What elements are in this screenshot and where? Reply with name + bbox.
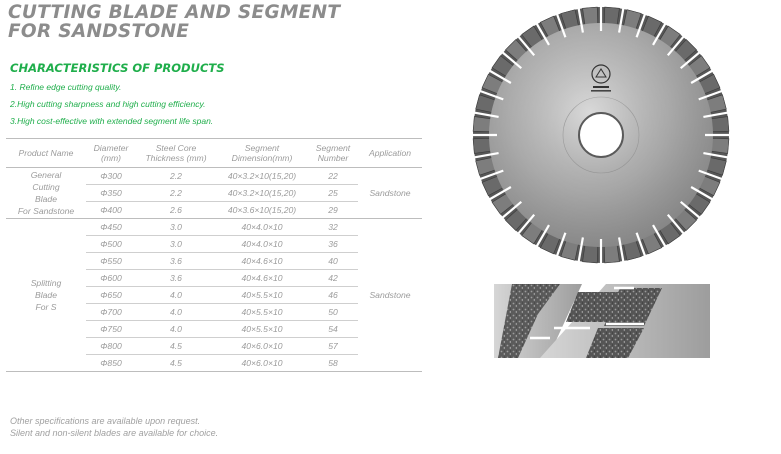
characteristic-item: 2.High cutting sharpness and high cutting efficiency.: [10, 99, 206, 109]
table-header-row: [6, 139, 422, 168]
segment-number-cell: 50: [308, 304, 358, 321]
saw-blade-image: [470, 4, 732, 266]
dimension-cell: 40×4.6×10: [216, 253, 308, 270]
segment-number-cell: 42: [308, 270, 358, 287]
segment-number-cell: 58: [308, 355, 358, 372]
diameter-cell: Φ750: [86, 321, 136, 338]
footnote: Other specifications are available upon request.: [10, 416, 201, 426]
thickness-cell: 3.0: [136, 236, 216, 253]
characteristic-item: 1. Refine edge cutting quality.: [10, 82, 122, 92]
dimension-cell: 40×3.6×10(15,20): [216, 202, 308, 219]
diameter-cell: Φ500: [86, 236, 136, 253]
blade-segment: [711, 117, 729, 132]
application-cell: Sandstone: [358, 219, 422, 372]
specifications-table: [6, 138, 422, 372]
header-application: Application: [358, 139, 422, 168]
dimension-cell: 40×3.2×10(15,20): [216, 185, 308, 202]
dimension-cell: 40×6.0×10: [216, 338, 308, 355]
blade-segment: [583, 7, 598, 25]
table-body: [6, 168, 422, 372]
diameter-cell: Φ650: [86, 287, 136, 304]
blade-segment: [604, 245, 619, 263]
header-product-name: Product Name: [6, 139, 86, 168]
characteristics-list: [10, 81, 213, 132]
diameter-cell: Φ300: [86, 168, 136, 185]
thickness-cell: 2.2: [136, 185, 216, 202]
dimension-cell: 40×5.5×10: [216, 304, 308, 321]
diameter-cell: Φ350: [86, 185, 136, 202]
characteristic-item: 3.High cost-effective with extended segment life span.: [10, 116, 214, 126]
characteristics-heading: CHARACTERISTICS OF PRODUCTS: [10, 61, 225, 75]
segment-number-cell: 54: [308, 321, 358, 338]
thickness-cell: 3.0: [136, 219, 216, 236]
application-cell: Sandstone: [358, 168, 422, 219]
segment-number-cell: 46: [308, 287, 358, 304]
dimension-cell: 40×6.0×10: [216, 355, 308, 372]
thickness-cell: 2.6: [136, 202, 216, 219]
thickness-cell: 4.0: [136, 321, 216, 338]
table-row: [6, 168, 422, 185]
table-row: [6, 219, 422, 236]
blade-segment: [711, 138, 729, 153]
thickness-cell: 4.5: [136, 338, 216, 355]
diameter-cell: Φ850: [86, 355, 136, 372]
blade-segment: [473, 138, 491, 153]
diameter-cell: Φ400: [86, 202, 136, 219]
header-diameter: Diameter (mm): [86, 139, 136, 168]
footnotes: [10, 415, 218, 439]
segment-number-cell: 32: [308, 219, 358, 236]
segment-number-cell: 57: [308, 338, 358, 355]
header-segment-dimension: Segment Dimension(mm): [216, 139, 308, 168]
dimension-cell: 40×4.0×10: [216, 219, 308, 236]
dimension-cell: 40×4.6×10: [216, 270, 308, 287]
dimension-cell: 40×4.0×10: [216, 236, 308, 253]
product-name-cell: General Cutting Blade For Sandstone: [6, 168, 86, 219]
header-steel-core: Steel Core Thickness (mm): [136, 139, 216, 168]
blade-segment: [473, 117, 491, 132]
thickness-cell: 2.2: [136, 168, 216, 185]
segment-number-cell: 25: [308, 185, 358, 202]
diameter-cell: Φ450: [86, 219, 136, 236]
footnote: Silent and non-silent blades are available for choice.: [10, 428, 219, 438]
segment-number-cell: 29: [308, 202, 358, 219]
thickness-cell: 3.6: [136, 270, 216, 287]
diameter-cell: Φ550: [86, 253, 136, 270]
diameter-cell: Φ600: [86, 270, 136, 287]
segment-closeup-image: [494, 284, 710, 358]
product-name-cell: Splitting Blade For S: [6, 219, 86, 372]
diameter-cell: Φ700: [86, 304, 136, 321]
thickness-cell: 3.6: [136, 253, 216, 270]
title-line-2: FOR SANDSTONE: [8, 21, 190, 42]
thickness-cell: 4.0: [136, 304, 216, 321]
title-line-1: CUTTING BLADE AND SEGMENT: [8, 2, 341, 23]
arbor-hole: [579, 113, 623, 157]
blade-segment: [583, 245, 598, 263]
segment-number-cell: 22: [308, 168, 358, 185]
diameter-cell: Φ800: [86, 338, 136, 355]
header-segment-number: Segment Number: [308, 139, 358, 168]
page-title: [8, 3, 428, 41]
blade-segment: [604, 7, 619, 25]
segment-number-cell: 36: [308, 236, 358, 253]
dimension-cell: 40×3.2×10(15,20): [216, 168, 308, 185]
thickness-cell: 4.5: [136, 355, 216, 372]
dimension-cell: 40×5.5×10: [216, 287, 308, 304]
segment-number-cell: 40: [308, 253, 358, 270]
thickness-cell: 4.0: [136, 287, 216, 304]
dimension-cell: 40×5.5×10: [216, 321, 308, 338]
